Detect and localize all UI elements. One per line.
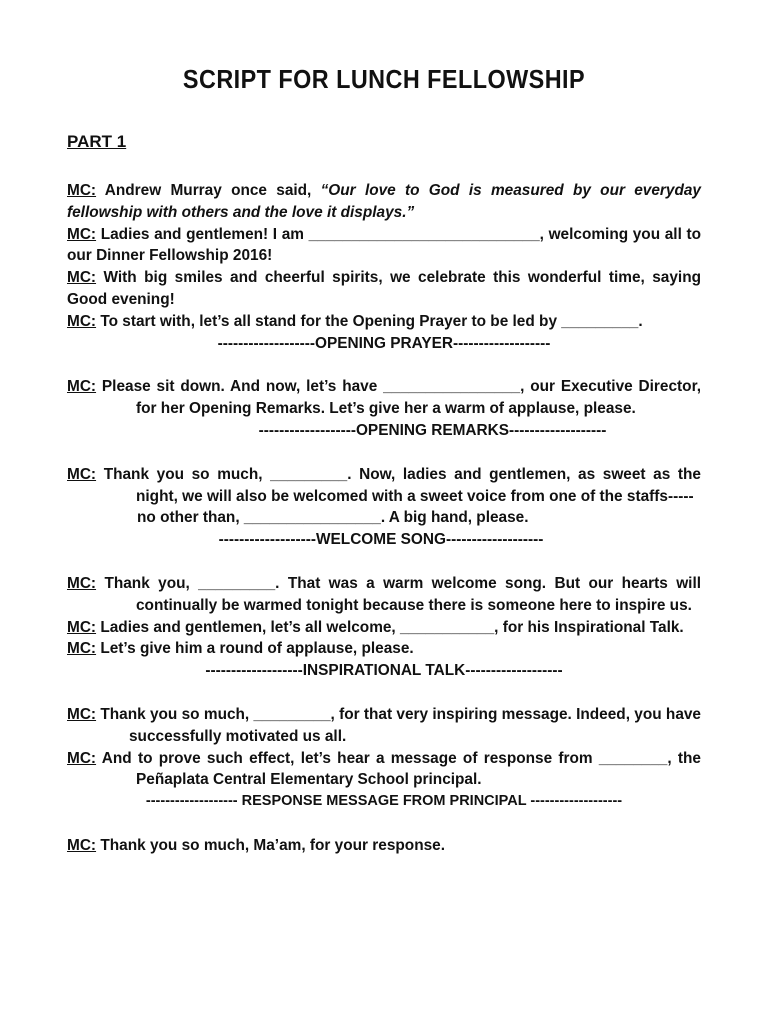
mc-label: MC: bbox=[67, 465, 97, 483]
script-line bbox=[67, 617, 701, 639]
line-text: Thank you so much, _________. Now, ladies and gentlemen, as sweet as the night, we will also be welcomed with a sweet voice from one of the staffs----- bbox=[103, 465, 701, 505]
script-line bbox=[67, 835, 701, 857]
line-text: With big smiles and cheerful spirits, we celebrate this wonderful time, saying Good evening! bbox=[67, 269, 701, 308]
section-divider-opening-remarks: -------------------OPENING REMARKS------------------- bbox=[258, 421, 607, 439]
section-divider-inspirational-talk: -------------------INSPIRATIONAL TALK------------------- bbox=[205, 662, 563, 680]
script-line bbox=[67, 180, 701, 224]
line-text: Thank you so much, _________, for that very inspiring message. Indeed, you have successfully motivated us all. bbox=[100, 705, 701, 745]
script-line bbox=[67, 376, 701, 420]
mc-label: MC: bbox=[67, 269, 97, 287]
line-text: Let’s give him a round of applause, please. bbox=[100, 640, 414, 658]
line-text: Andrew Murray once said, bbox=[104, 182, 321, 199]
script-body bbox=[67, 180, 701, 857]
line-text: And to prove such effect, let’s hear a message of response from ________, the Peñaplata Central Elementary School principal. bbox=[101, 749, 701, 789]
script-line bbox=[67, 311, 701, 333]
mc-label: MC: bbox=[67, 182, 97, 199]
mc-label: MC: bbox=[67, 640, 97, 658]
line-text: Ladies and gentlemen, let’s all welcome, ___________, for his Inspirational Talk. bbox=[100, 618, 684, 636]
line-text: Thank you so much, Ma’am, for your response. bbox=[100, 836, 445, 854]
line-text: Ladies and gentlemen! I am ___________________________, welcoming you all to our Dinner Fellowship 2016! bbox=[67, 225, 701, 265]
mc-label: MC: bbox=[67, 836, 97, 854]
script-line bbox=[67, 638, 701, 660]
mc-label: MC: bbox=[67, 749, 97, 767]
mc-label: MC: bbox=[67, 312, 97, 330]
script-line bbox=[67, 267, 701, 311]
mc-label: MC: bbox=[67, 225, 97, 243]
mc-label: MC: bbox=[67, 705, 97, 723]
script-line bbox=[67, 704, 701, 748]
section-divider-response-message: ------------------- RESPONSE MESSAGE FROM PRINCIPAL ------------------- bbox=[145, 793, 623, 810]
mc-label: MC: bbox=[67, 574, 97, 592]
mc-label: MC: bbox=[67, 618, 97, 636]
script-line bbox=[67, 748, 701, 792]
script-line bbox=[67, 573, 701, 617]
line-text: Please sit down. And now, let’s have ________________, our Executive Director, for her Opening Remarks. Let’s give her a warm of applause, please. bbox=[101, 378, 701, 418]
line-text: To start with, let’s all stand for the Opening Prayer to be led by _________. bbox=[100, 312, 643, 330]
line-text: Thank you, _________. That was a warm welcome song. But our hearts will continually be warmed tonight because there is someone here to inspire us. bbox=[104, 574, 701, 614]
part-heading: PART 1 bbox=[67, 132, 127, 151]
document-title: SCRIPT FOR LUNCH FELLOWSHIP bbox=[182, 64, 586, 94]
quote-text: “Our love to God is measured by our everyday fellowship with others and the love it displays.” bbox=[67, 182, 701, 221]
section-divider-opening-prayer: -------------------OPENING PRAYER------------------- bbox=[217, 334, 551, 352]
mc-label: MC: bbox=[67, 378, 97, 396]
section-divider-welcome-song: -------------------WELCOME SONG------------------- bbox=[218, 531, 544, 549]
script-line-continued: no other than, ________________. A big hand, please. bbox=[137, 509, 529, 527]
script-line bbox=[67, 224, 701, 268]
script-line bbox=[67, 464, 701, 508]
